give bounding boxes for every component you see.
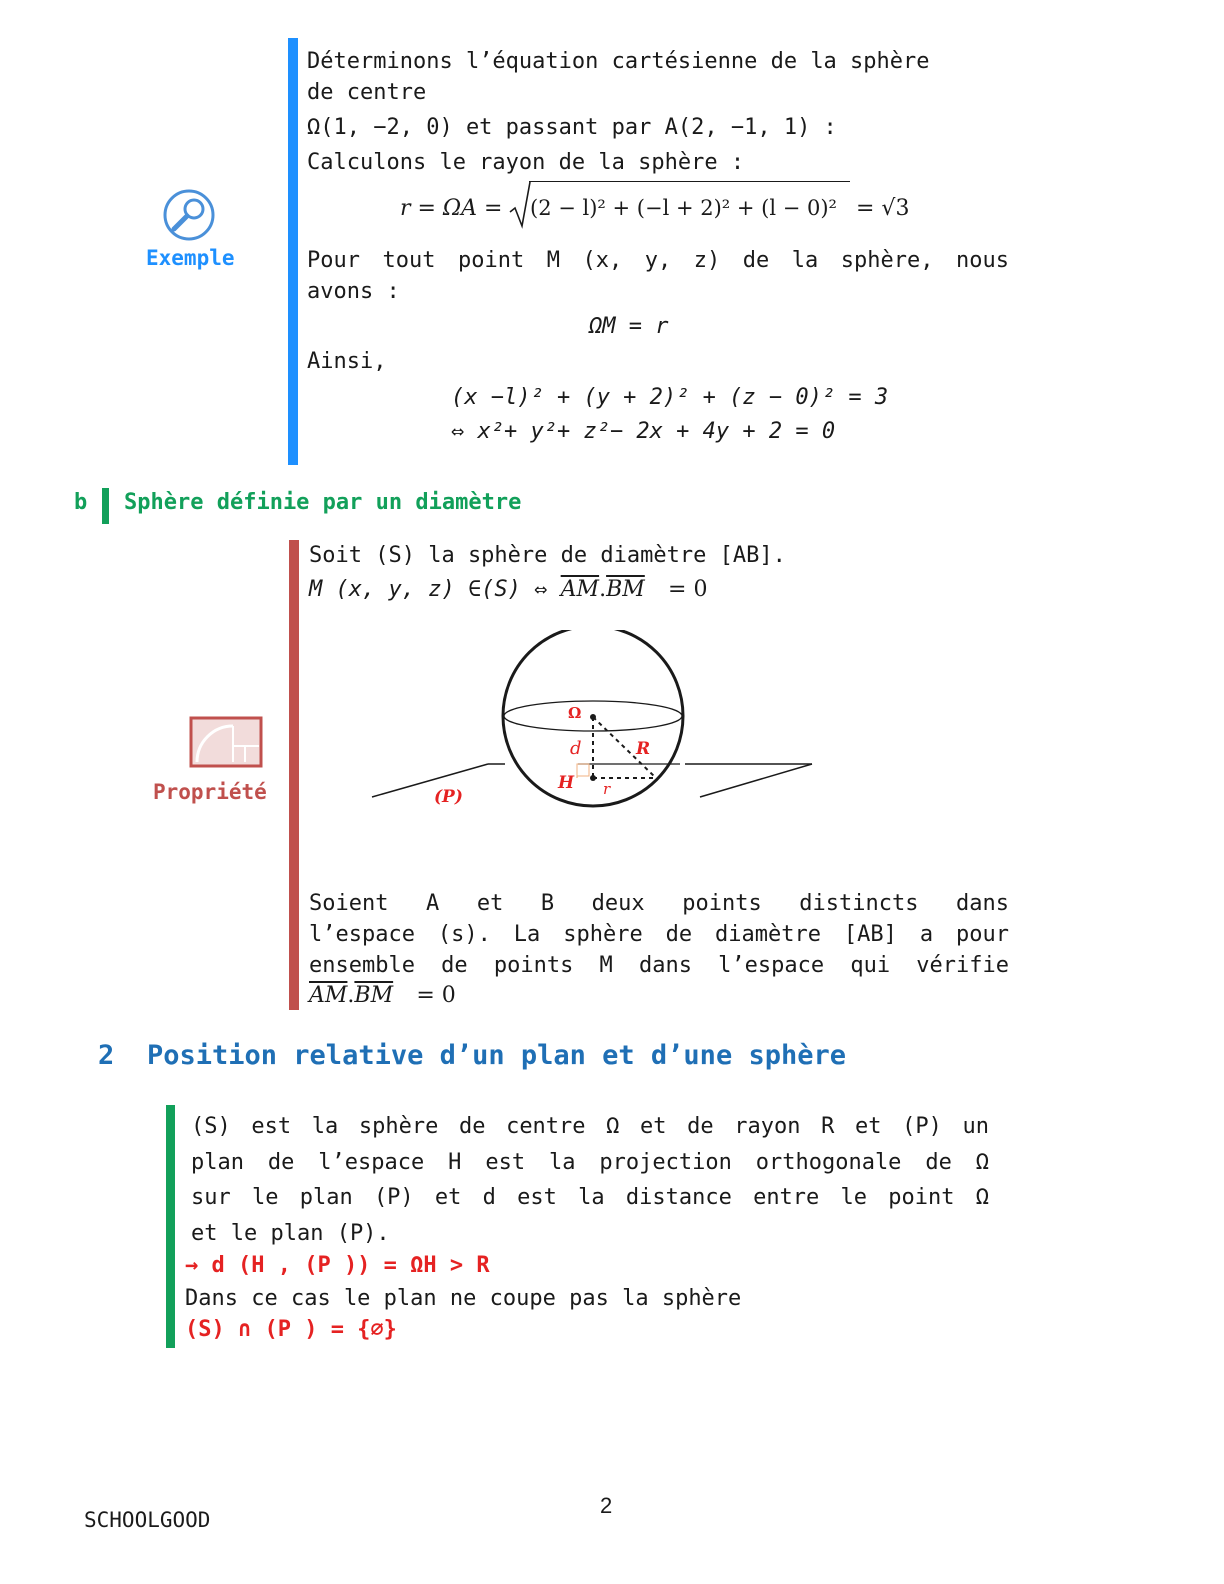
label-d: d xyxy=(570,738,582,759)
radius-formula xyxy=(400,180,920,230)
sqrt-sign xyxy=(508,180,532,230)
example-text-line7: Ainsi, xyxy=(307,349,387,374)
subsection-marker xyxy=(102,488,109,524)
box2-intersection: (S) ∩ (P ) = {∅} xyxy=(185,1317,397,1342)
page-number: 2 xyxy=(600,1493,613,1518)
label-plane: (P) xyxy=(434,787,463,807)
property-line2 xyxy=(309,574,707,605)
dot-operator: . xyxy=(599,577,607,602)
example-icon xyxy=(160,186,218,244)
sphere-plane-figure xyxy=(360,630,820,820)
label-R: R xyxy=(636,739,651,759)
example-text-line3: Ω(1, −2, 0) et passant par A(2, −1, 1) : xyxy=(307,115,837,140)
label-H: H xyxy=(558,773,575,793)
eq-sphere-1: (x −l)² + (y + 2)² + (z − 0)² = 3 xyxy=(451,385,889,410)
formula-rhs: = √3 xyxy=(856,196,910,221)
example-bar xyxy=(288,38,298,465)
label-r: r xyxy=(603,780,611,798)
property-icon xyxy=(189,716,263,768)
vector-bm: $\overline{BM}$ xyxy=(606,577,645,602)
eq-om: ΩM = r xyxy=(589,314,669,339)
section-title: Position relative d’un plan et d’une sphère xyxy=(147,1040,846,1071)
property-para-line1: Soient A et B deux points distincts dans xyxy=(309,891,1009,916)
box2-bar xyxy=(166,1105,175,1348)
example-text-line2: de centre xyxy=(307,80,427,105)
property-line2-suffix: = 0 xyxy=(668,577,708,602)
property-para-line2: l’espace (s). La sphère de diamètre [AB] a pour xyxy=(309,922,1009,947)
subsection-title: Sphère définie par un diamètre xyxy=(124,490,522,515)
example-text-line1: Déterminons l’équation cartésienne de la sphère xyxy=(307,49,930,74)
box2-line3: sur le plan (P) et d est la distance entre le point Ω xyxy=(191,1185,989,1210)
property-para-line4 xyxy=(309,980,456,1011)
subsection-letter: b xyxy=(74,490,88,515)
property-bar xyxy=(289,540,299,1010)
dot-operator-2: . xyxy=(347,983,355,1008)
property-line1: Soit (S) la sphère de diamètre [AB]. xyxy=(309,543,786,568)
property-para-line3: ensemble de points M dans l’espace qui vérifie xyxy=(309,953,1009,978)
formula-radicand: (2 − l)² + (−l + 2)² + (l − 0)² xyxy=(530,196,837,220)
property-line2-prefix: M (x, y, z) ∈(S) ⇔ xyxy=(309,577,548,602)
label-omega: Ω xyxy=(568,704,582,722)
property-label: Propriété xyxy=(153,780,267,804)
vector-am-2: $\overline{AM}$ xyxy=(309,983,348,1008)
box2-line4: et le plan (P). xyxy=(191,1221,390,1246)
sqrt-bar xyxy=(529,181,850,182)
box2-line1: (S) est la sphère de centre Ω et de rayon R et (P) un xyxy=(191,1114,989,1139)
vector-bm-2: $\overline{BM}$ xyxy=(354,983,394,1008)
box2-line6: Dans ce cas le plan ne coupe pas la sphère xyxy=(185,1286,742,1311)
box2-condition: → d (H , (P )) = ΩH > R xyxy=(185,1253,490,1278)
box2-line2: plan de l’espace H est la projection orthogonale de Ω xyxy=(191,1150,989,1175)
property-para-suffix: = 0 xyxy=(416,983,456,1008)
example-label: Exemple xyxy=(146,246,235,270)
footer-brand: SCHOOLGOOD xyxy=(84,1508,211,1532)
formula-lhs: r = ΩA = xyxy=(400,196,503,221)
vector-am: $\overline{AM}$ xyxy=(560,577,600,602)
section-number: 2 xyxy=(98,1040,115,1071)
example-text-line5: Pour tout point M (x, y, z) de la sphère, nous xyxy=(307,248,1009,273)
example-text-line4: Calculons le rayon de la sphère : xyxy=(307,150,745,175)
example-text-line6: avons : xyxy=(307,279,400,304)
eq-sphere-2: ⇔ x²+ y²+ z²− 2x + 4y + 2 = 0 xyxy=(451,419,836,444)
